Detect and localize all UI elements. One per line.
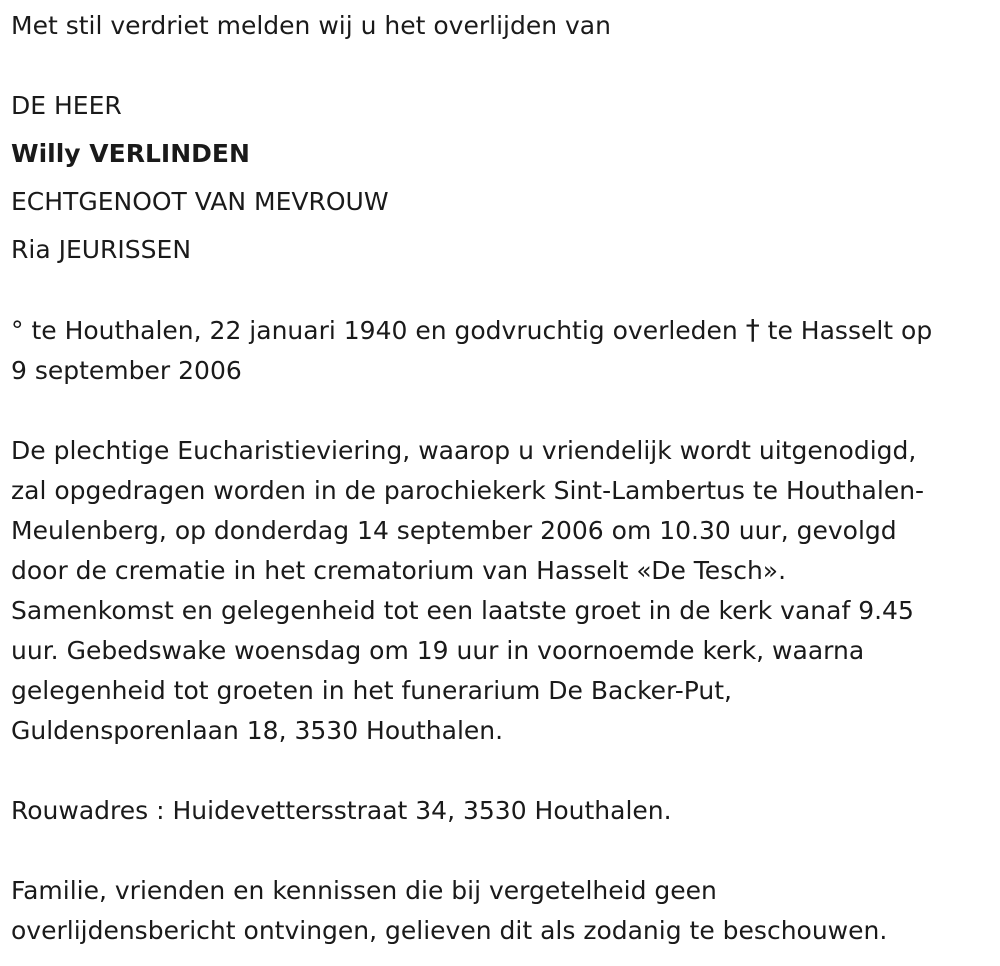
spouse-label: ECHTGENOOT VAN MEVROUW bbox=[11, 187, 389, 216]
death-place-text: te Hasselt op bbox=[759, 316, 933, 345]
deceased-name: Willy VERLINDEN bbox=[11, 139, 250, 168]
ceremony-line: zal opgedragen worden in de parochiekerk Sint-Lambertus te Houthalen- bbox=[11, 476, 925, 505]
birth-death-line bbox=[11, 310, 991, 351]
ceremony-line: uur. Gebedswake woensdag om 19 uur in voornoemde kerk, waarna bbox=[11, 636, 865, 665]
birth-text: te Houthalen, 22 januari 1940 en godvruchtig overleden bbox=[23, 316, 746, 345]
honorific-title: DE HEER bbox=[11, 91, 122, 120]
closing-line: Familie, vrienden en kennissen die bij vergetelheid geen bbox=[11, 876, 717, 905]
birth-symbol: ° bbox=[11, 316, 24, 345]
ceremony-line: gelegenheid tot groeten in het funerarium De Backer-Put, bbox=[11, 676, 732, 705]
intro-text: Met stil verdriet melden wij u het overlijden van bbox=[11, 11, 611, 40]
ceremony-line: door de crematie in het crematorium van Hasselt «De Tesch». bbox=[11, 556, 787, 585]
closing-line: overlijdensbericht ontvingen, gelieven dit als zodanig te beschouwen. bbox=[11, 916, 888, 945]
ceremony-paragraph bbox=[11, 431, 991, 751]
obituary-notice bbox=[11, 6, 991, 951]
ceremony-line: Meulenberg, op donderdag 14 september 2006 om 10.30 uur, gevolgd bbox=[11, 516, 897, 545]
closing-paragraph bbox=[11, 871, 991, 951]
ceremony-line: Guldensporenlaan 18, 3530 Houthalen. bbox=[11, 716, 504, 745]
mourning-address: Rouwadres : Huidevettersstraat 34, 3530 Houthalen. bbox=[11, 796, 672, 825]
ceremony-line: Samenkomst en gelegenheid tot een laatste groet in de kerk vanaf 9.45 bbox=[11, 596, 914, 625]
ceremony-line: De plechtige Eucharistieviering, waarop u vriendelijk wordt uitgenodigd, bbox=[11, 436, 917, 465]
death-date: 9 september 2006 bbox=[11, 356, 242, 385]
spouse-name: Ria JEURISSEN bbox=[11, 235, 192, 264]
cross-icon: † bbox=[745, 313, 760, 346]
